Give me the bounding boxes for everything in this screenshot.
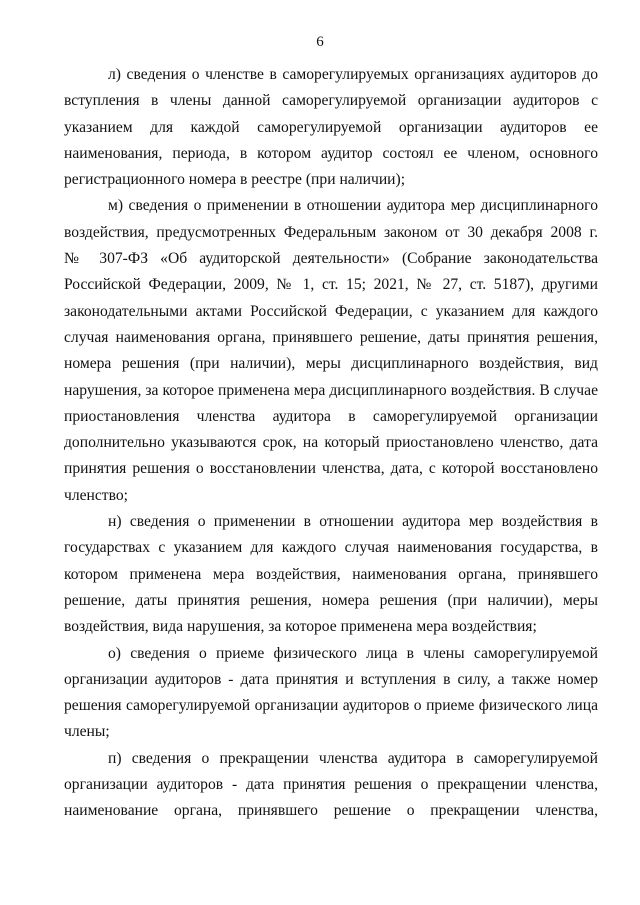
text-line: воздействия, предусмотренных Федеральным законом от 30 декабря 2008 г. [64, 223, 598, 241]
document-body [64, 62, 598, 825]
text-line: о) сведения о приеме физического лица в члены саморегулируемой [108, 644, 598, 662]
text-line: организации аудиторов - дата принятия и вступления в силу, а также номер [64, 670, 598, 688]
text-line: указанием для каждой саморегулируемой организации аудиторов ее [64, 118, 598, 136]
text-line: № 307-ФЗ «Об аудиторской деятельности» (Собрание законодательства [64, 250, 598, 268]
text-line: решение, даты принятия решения, номера решения (при наличии), меры [64, 591, 598, 609]
paragraph-p [64, 746, 598, 825]
paragraph-n [64, 509, 598, 640]
text-line: н) сведения о применении в отношении аудитора мер воздействия в [108, 513, 598, 531]
text-line: случая наименования органа, принявшего решение, даты принятия решения, [64, 328, 598, 346]
page-number: 6 [316, 34, 324, 50]
text-line: организации аудиторов - дата принятия решения о прекращении членства, [64, 776, 598, 794]
text-line: котором применена мера воздействия, наименования органа, принявшего [64, 565, 598, 583]
paragraph-l [64, 62, 598, 193]
text-line: решения саморегулируемой организации аудиторов о приеме физического лица [64, 697, 598, 715]
text-line: членство; [64, 486, 129, 504]
text-line: наименование органа, принявшего решение о прекращении членства, [64, 802, 598, 820]
text-line: законодательными актами Российской Федерации, с указанием для каждого [64, 302, 598, 320]
text-line: регистрационного номера в реестре (при наличии); [64, 171, 406, 189]
text-line: номера решения (при наличии), меры дисциплинарного воздействия, вид [64, 355, 598, 373]
text-line: м) сведения о применении в отношении аудитора мер дисциплинарного [108, 197, 598, 215]
text-line: п) сведения о прекращении членства аудитора в саморегулируемой [108, 749, 598, 767]
text-line: Российской Федерации, 2009, № 1, ст. 15; 2021, № 27, ст. 5187), другими [64, 276, 598, 294]
text-line: члены; [64, 723, 110, 741]
text-line: государствах с указанием для каждого случая наименования государства, в [64, 539, 598, 557]
text-line: принятия решения о восстановлении членства, дата, с которой восстановлено [64, 460, 598, 478]
paragraph-m [64, 193, 598, 509]
paragraph-o [64, 641, 598, 746]
text-line: вступления в члены данной саморегулируемой организации аудиторов с [64, 92, 598, 110]
text-line: воздействия, вида нарушения, за которое применена мера воздействия; [64, 618, 537, 636]
text-line: наименования, периода, в котором аудитор состоял ее членом, основного [64, 144, 598, 162]
text-line: л) сведения о членстве в саморегулируемых организациях аудиторов до [108, 66, 598, 83]
text-line: нарушения, за которое применена мера дисциплинарного воздействия. В случае [64, 381, 598, 399]
text-line: дополнительно указываются срок, на который приостановлено членство, дата [64, 434, 598, 452]
text-line: приостановления членства аудитора в саморегулируемой организации [64, 407, 598, 425]
